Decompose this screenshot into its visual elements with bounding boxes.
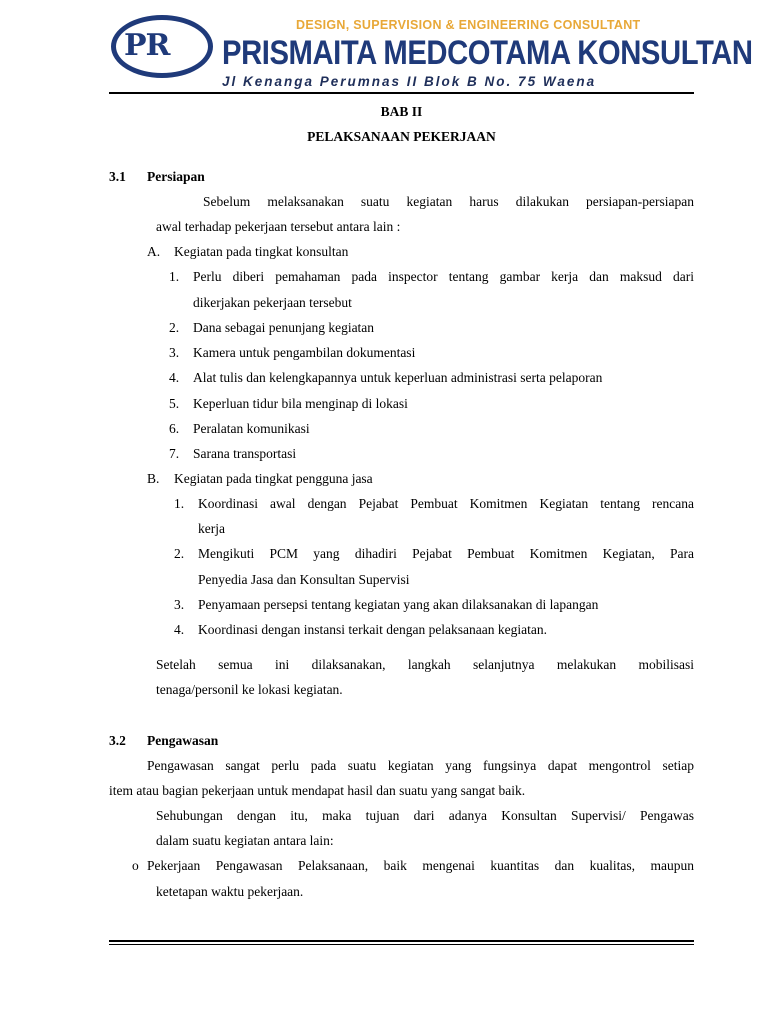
closing-paragraph: Setelah semua ini dilaksanakan, langkah selanjutnya melakukan mobilisasi	[156, 657, 694, 672]
bullet-marker: o	[132, 858, 139, 873]
paragraph: item atau bagian pekerjaan untuk mendapat hasil dan suatu yang sangat baik.	[109, 783, 526, 798]
bullet-item: Pekerjaan Pengawasan Pelaksanaan, baik mengenai kuantitas dan kualitas, maupun	[147, 858, 694, 873]
section-title: Pengawasan	[147, 733, 219, 748]
list-item: Mengikuti PCM yang dihadiri Pejabat Pembuat Komitmen Kegiatan, Para	[198, 546, 694, 561]
paragraph: Sehubungan dengan itu, maka tujuan dari adanya Konsultan Supervisi/ Pengawas	[156, 808, 694, 823]
intro-line: awal terhadap pekerjaan tersebut antara lain :	[156, 219, 401, 234]
list-number: 5.	[169, 396, 180, 411]
company-name: PRISMAITA MEDCOTAMA KONSULTAN	[222, 34, 753, 72]
list-number: 1.	[174, 496, 185, 511]
section-title: Persiapan	[147, 169, 205, 184]
list-item: Kamera untuk pengambilan dokumentasi	[193, 345, 416, 360]
group-marker: B.	[147, 471, 160, 486]
list-item: Sarana transportasi	[193, 446, 297, 461]
list-item: Penyedia Jasa dan Konsultan Supervisi	[198, 572, 410, 587]
list-number: 7.	[169, 446, 180, 461]
list-number: 2.	[169, 320, 180, 335]
list-number: 6.	[169, 421, 180, 436]
list-number: 2.	[174, 546, 185, 561]
bullet-item: ketetapan waktu pekerjaan.	[156, 884, 304, 899]
list-item: Alat tulis dan kelengkapannya untuk keperluan administrasi serta pelaporan	[193, 370, 603, 385]
list-number: 4.	[169, 370, 180, 385]
footer-divider	[109, 940, 694, 942]
closing-paragraph: tenaga/personil ke lokasi kegiatan.	[156, 682, 343, 697]
list-item: Penyamaan persepsi tentang kegiatan yang akan dilaksanakan di lapangan	[198, 597, 599, 612]
list-item: Koordinasi awal dengan Pejabat Pembuat Komitmen Kegiatan tentang rencana	[198, 496, 694, 511]
section-number: 3.1	[109, 169, 126, 184]
group-label: Kegiatan pada tingkat konsultan	[174, 244, 349, 259]
header-divider	[109, 92, 694, 94]
list-item: Keperluan tidur bila menginap di lokasi	[193, 396, 408, 411]
list-number: 3.	[169, 345, 180, 360]
chapter-label: BAB II	[380, 104, 423, 119]
list-item: dikerjakan pekerjaan tersebut	[193, 295, 352, 310]
company-address: Jl Kenanga Perumnas II Blok B No. 75 Waena	[222, 74, 597, 89]
list-item: Koordinasi dengan instansi terkait dengan pelaksanaan kegiatan.	[198, 622, 548, 637]
group-marker: A.	[147, 244, 161, 259]
list-number: 1.	[169, 269, 180, 284]
list-item: kerja	[198, 521, 225, 536]
section-number: 3.2	[109, 733, 126, 748]
list-item: Perlu diberi pemahaman pada inspector tentang gambar kerja dan maksud dari	[193, 269, 694, 284]
footer-divider	[109, 944, 694, 945]
paragraph: Pengawasan sangat perlu pada suatu kegiatan yang fungsinya dapat mengontrol setiap	[147, 758, 694, 773]
logo-monogram: PR	[124, 28, 170, 63]
list-item: Peralatan komunikasi	[193, 421, 310, 436]
company-tagline: DESIGN, SUPERVISION & ENGINEERING CONSULTANT	[296, 18, 641, 32]
list-number: 4.	[174, 622, 185, 637]
list-number: 3.	[174, 597, 185, 612]
intro-line: Sebelum melaksanakan suatu kegiatan harus dilakukan persiapan-persiapan	[203, 194, 694, 209]
group-label: Kegiatan pada tingkat pengguna jasa	[174, 471, 373, 486]
paragraph: dalam suatu kegiatan antara lain:	[156, 833, 334, 848]
chapter-title: PELAKSANAAN PEKERJAAN	[307, 129, 496, 144]
list-item: Dana sebagai penunjang kegiatan	[193, 320, 375, 335]
